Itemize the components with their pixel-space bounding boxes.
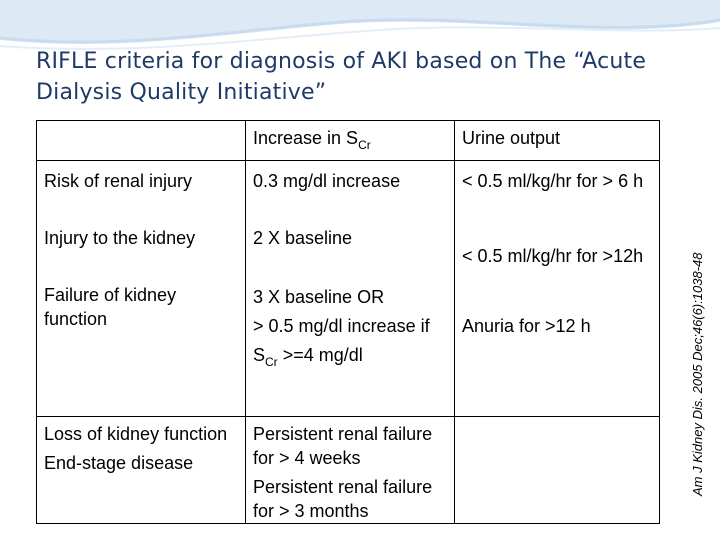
risk-urine-value: < 0.5 ml/kg/hr for > 6 h [462,171,644,191]
table-row-main [37,161,660,417]
header-cell-urine [455,121,660,161]
failure-creatinine-threshold: >=4 mg/dl [277,345,363,365]
header-creatinine-label: Increase in S [253,128,359,148]
injury-creatinine-value: 2 X baseline [253,228,353,248]
loss-creatinine-value: Persistent renal failure for > 4 weeks [253,424,433,468]
failure-creatinine-line2: > 0.5 mg/dl increase if [253,316,430,336]
esrd-creatinine-value: Persistent renal failure for > 3 months [253,477,433,521]
header-creatinine-subscript: Cr [358,138,371,152]
failure-creatinine-subscript: Cr [265,355,278,369]
rifle-table [36,120,660,524]
failure-creatinine-s: S [253,345,266,365]
header-urine-label: Urine output [462,128,561,148]
outcome-labels-cell [37,417,246,524]
stage-injury-label: Injury to the kidney [44,228,196,248]
stage-failure-label: Failure of kidney function [44,285,177,329]
outcome-urine-cell-empty [455,417,660,524]
header-cell-creatinine [246,121,455,161]
creatinine-criteria-cell [246,161,455,417]
citation-text: Am J Kidney Dis. 2005 Dec;46(6):1038-48 [690,252,705,496]
risk-creatinine-value: 0.3 mg/dl increase [253,171,401,191]
failure-creatinine-line1: 3 X baseline OR [253,287,385,307]
stage-loss-label: Loss of kidney function [44,424,228,444]
table-row-outcomes [37,417,660,524]
outcome-creatinine-cell [246,417,455,524]
failure-urine-line1: < 0.5 ml/kg/hr for >12h [462,246,644,266]
stage-risk-label: Risk of renal injury [44,171,193,191]
failure-creatinine-line3 [253,341,447,372]
stage-labels-cell [37,161,246,417]
header-cell-empty [37,121,246,161]
table-header-row [37,121,660,161]
slide-title: RIFLE criteria for diagnosis of AKI based on The “Acute Dialysis Quality Initiative” [36,49,647,105]
stage-esrd-label: End-stage disease [44,453,194,473]
failure-urine-line2: Anuria for >12 h [462,316,591,336]
urine-criteria-cell [455,161,660,417]
